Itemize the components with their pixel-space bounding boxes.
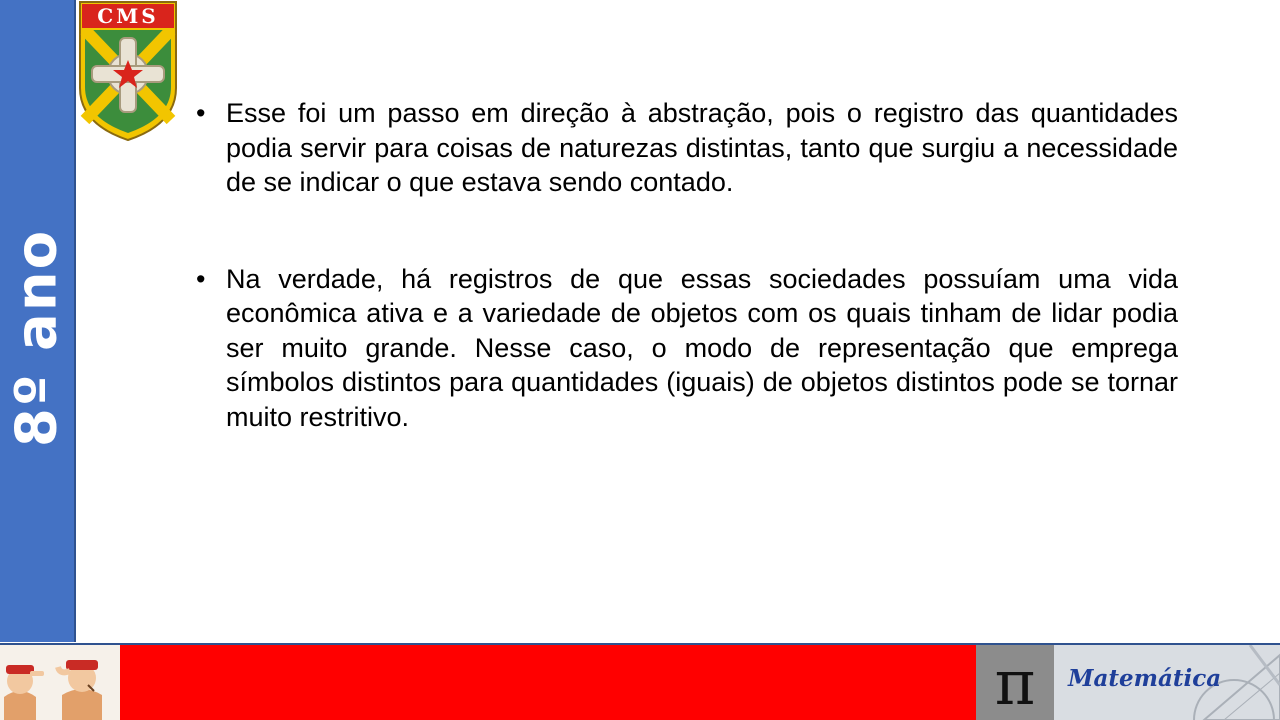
school-crest-logo	[76, 0, 180, 142]
students-illustration	[0, 645, 120, 720]
crest-lettering: CMS	[97, 4, 159, 28]
pi-icon: π	[994, 646, 1036, 719]
subject-tile	[1054, 645, 1280, 720]
footer-banner	[0, 643, 1280, 720]
bullet-item	[196, 262, 1178, 435]
subject-label: Matemática	[1068, 665, 1222, 692]
grade-label: 8º ano	[4, 228, 70, 448]
bullet-marker: •	[196, 98, 206, 128]
bullet-marker: •	[196, 263, 206, 294]
bullet-list	[196, 96, 1178, 496]
saluting-students-image	[0, 645, 120, 720]
footer-red-band	[120, 645, 976, 720]
bullet-item	[196, 96, 1178, 200]
side-bar	[0, 0, 76, 642]
pi-tile	[976, 645, 1054, 720]
bullet-text: Esse foi um passo em direção à abstração, pois o registro das quantidades podia servir para coisas de naturezas distintas, tanto que surgiu a necessidade de se indicar o que estava sendo contado.	[226, 98, 1178, 197]
bullet-text: Na verdade, há registros de que essas sociedades possuíam uma vida econômica ativa e a variedade de objetos com os quais tinham de lidar podia ser muito grande. Nesse caso, o modo de representação que emprega símbolos distintos para quantidades (iguais) de objetos distintos pode se tornar muito restritivo.	[226, 263, 1178, 432]
